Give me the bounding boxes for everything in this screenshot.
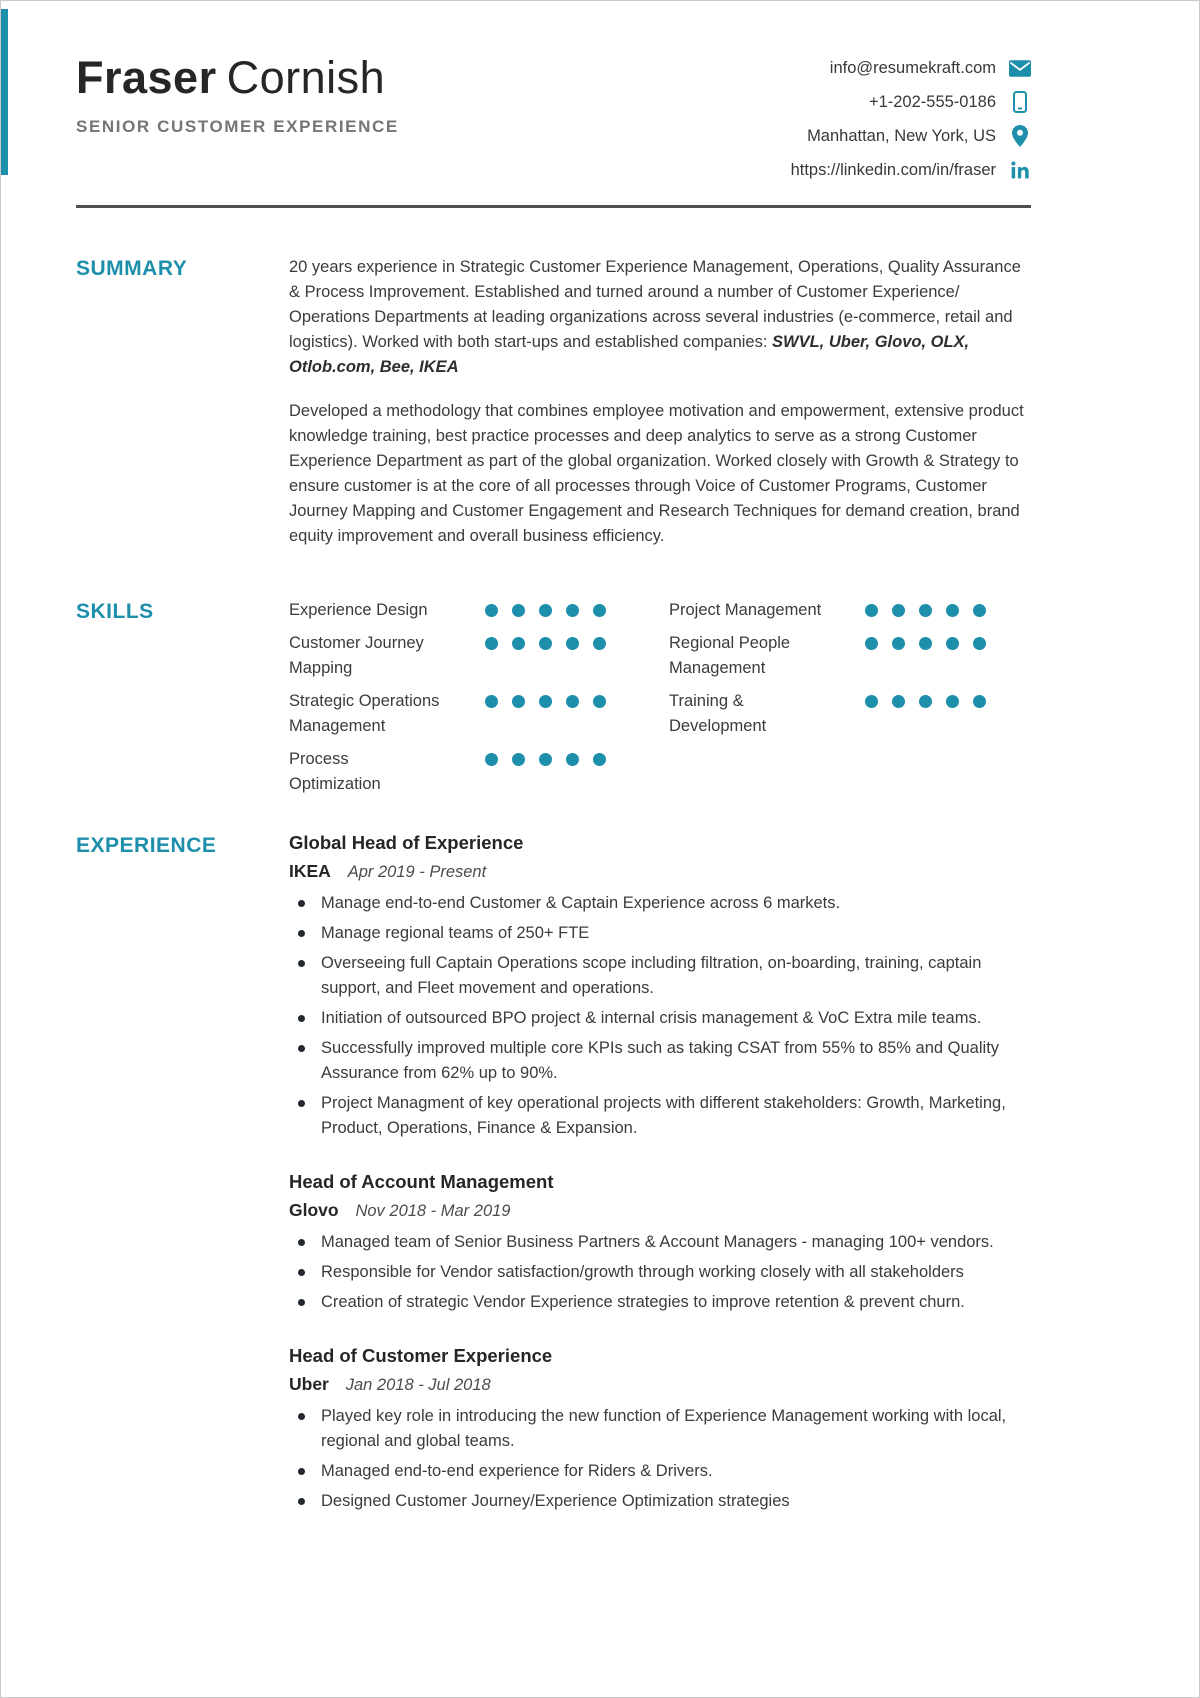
skill-dot [593, 695, 606, 708]
skills-left-column [289, 598, 669, 805]
job-bullets [289, 1404, 1031, 1514]
company-name: IKEA [289, 861, 331, 881]
skill-dot [485, 753, 498, 766]
skill-dot [892, 695, 905, 708]
last-name: Cornish [226, 52, 386, 103]
skill-rating [485, 689, 606, 739]
skill-dot [566, 637, 579, 650]
job-dates: Jan 2018 - Jul 2018 [345, 1376, 491, 1394]
skill-dot [946, 695, 959, 708]
job-title: Head of Customer Experience [289, 1345, 553, 1366]
summary-heading: SUMMARY [76, 257, 188, 280]
contact-phone [869, 91, 1031, 113]
skill-dot [593, 637, 606, 650]
job-bullet: Initiation of outsourced BPO project & internal crisis management & VoC Extra mile teams. [289, 1006, 1031, 1031]
skill-rating [865, 631, 986, 681]
experience-heading: EXPERIENCE [76, 834, 217, 857]
skills-right-column [669, 598, 1031, 747]
skill-name: Process Optimization [289, 750, 381, 793]
skill-name: Regional People Management [669, 634, 791, 677]
skill-name: Customer Journey Mapping [289, 634, 424, 677]
skill-dot [566, 604, 579, 617]
skill-dot [973, 604, 986, 617]
skill-rating [865, 598, 986, 623]
skill-item [289, 689, 669, 739]
job-bullet: Manage end-to-end Customer & Captain Experience across 6 markets. [289, 891, 1031, 916]
phone-icon [1009, 91, 1031, 113]
skills-section [1, 598, 1199, 805]
skill-dot [512, 753, 525, 766]
skill-rating [485, 631, 606, 681]
first-name: Fraser [76, 52, 217, 103]
job-entry [289, 832, 1031, 1141]
skill-dot [512, 695, 525, 708]
job-bullets [289, 1230, 1031, 1315]
skill-dot [539, 753, 552, 766]
experience-body [289, 832, 1031, 1544]
skill-dot [919, 604, 932, 617]
skill-dot [485, 604, 498, 617]
job-title: Head of Account Management [289, 1171, 554, 1192]
skill-dot [512, 604, 525, 617]
job-bullet: Managed end-to-end experience for Riders & Drivers. [289, 1459, 1031, 1484]
skill-dot [512, 637, 525, 650]
summary-companies: SWVL, Uber, Glovo, OLX, Otlob.com, Bee, IKEA [289, 333, 970, 376]
summary-body [289, 255, 1031, 568]
skill-item [289, 598, 669, 623]
job-bullet: Successfully improved multiple core KPIs such as taking CSAT from 55% to 85% and Quality Assurance from 62% up to 90%. [289, 1036, 1031, 1086]
job-bullet: Manage regional teams of 250+ FTE [289, 921, 1031, 946]
skill-dot [865, 637, 878, 650]
skill-item [669, 598, 1031, 623]
contact-list [791, 53, 1031, 181]
skill-dot [566, 695, 579, 708]
summary-p1-lead: 20 years experience in Strategic Customer Experience Management, Operations, Quality Assurance & Process Improvement. Established and turned around a number of Customer Experience/ Operations Departments at leading organizations across several industries (e-commerce, retail and logistics). Worked with both start-ups and established companies: [289, 258, 1021, 351]
job-bullet: Overseeing full Captain Operations scope including filtration, on-boarding, training, captain support, and Fleet movement and operations. [289, 951, 1031, 1001]
job-bullet: Managed team of Senior Business Partners & Account Managers - managing 100+ vendors. [289, 1230, 1031, 1255]
skill-rating [865, 689, 986, 739]
skill-dot [919, 695, 932, 708]
linkedin-icon [1009, 159, 1031, 181]
skill-name: Training & Development [669, 692, 767, 735]
company-name: Glovo [289, 1200, 339, 1220]
job-dates: Apr 2019 - Present [347, 863, 487, 881]
contact-email-text: info@resumekraft.com [829, 58, 996, 77]
contact-email [830, 57, 1031, 79]
job-bullets [289, 891, 1031, 1141]
envelope-icon [1009, 57, 1031, 79]
skill-dot [865, 695, 878, 708]
skill-dot [593, 604, 606, 617]
skills-grid [289, 598, 1031, 805]
accent-bar [1, 9, 8, 175]
summary-paragraph-1 [289, 255, 1031, 380]
person-name [76, 53, 399, 103]
job-bullet: Designed Customer Journey/Experience Optimization strategies [289, 1489, 1031, 1514]
location-icon [1009, 125, 1031, 147]
skill-dot [919, 637, 932, 650]
skill-name: Strategic Operations Management [289, 692, 440, 735]
skill-dot [593, 753, 606, 766]
header-divider [76, 205, 1031, 208]
skill-name: Project Management [669, 601, 822, 619]
skill-dot [485, 695, 498, 708]
skill-dot [539, 604, 552, 617]
header [1, 1, 1199, 181]
contact-location [807, 125, 1031, 147]
experience-section [1, 832, 1199, 1544]
skill-dot [865, 604, 878, 617]
skill-rating [485, 747, 606, 797]
contact-linkedin [791, 159, 1031, 181]
skill-dot [485, 637, 498, 650]
skill-dot [539, 637, 552, 650]
job-title: Global Head of Experience [289, 832, 524, 853]
job-entry [289, 1345, 1031, 1514]
skill-item [289, 631, 669, 681]
skill-dot [946, 637, 959, 650]
skill-dot [892, 604, 905, 617]
job-bullet: Responsible for Vendor satisfaction/growth through working closely with all stakeholders [289, 1260, 1031, 1285]
skill-dot [946, 604, 959, 617]
skill-name: Experience Design [289, 601, 428, 619]
skill-rating [485, 598, 606, 623]
skills-heading: SKILLS [76, 600, 154, 623]
job-meta [289, 1200, 1031, 1221]
skill-item [669, 689, 1031, 739]
job-dates: Nov 2018 - Mar 2019 [355, 1202, 511, 1220]
skill-dot [566, 753, 579, 766]
skill-item [669, 631, 1031, 681]
summary-section [1, 255, 1199, 568]
skill-dot [973, 695, 986, 708]
job-entry [289, 1171, 1031, 1315]
job-headline: SENIOR CUSTOMER EXPERIENCE [76, 116, 399, 136]
job-bullet: Creation of strategic Vendor Experience strategies to improve retention & prevent churn. [289, 1290, 1031, 1315]
contact-phone-text: +1-202-555-0186 [868, 92, 996, 111]
skill-dot [892, 637, 905, 650]
identity-block [76, 53, 399, 181]
summary-paragraph-2: Developed a methodology that combines employee motivation and empowerment, extensive product knowledge training, best practice processes and deep analytics to serve as a strong Customer Experience Department as part of the global organization. Worked closely with Growth & Strategy to ensure customer is at the core of all processes through Voice of Customer Programs, Customer Journey Mapping and Customer Engagement and Research Techniques for demand creation, brand equity improvement and overall business efficiency. [289, 402, 1024, 545]
job-meta [289, 1374, 1031, 1395]
skill-item [289, 747, 669, 797]
skill-dot [973, 637, 986, 650]
company-name: Uber [289, 1374, 329, 1394]
job-bullet: Project Managment of key operational projects with different stakeholders: Growth, Marketing, Product, Operations, Finance & Expansion. [289, 1091, 1031, 1141]
contact-location-text: Manhattan, New York, US [807, 126, 996, 145]
contact-linkedin-text: https://linkedin.com/in/fraser [790, 160, 996, 179]
job-meta [289, 861, 1031, 882]
skill-dot [539, 695, 552, 708]
job-bullet: Played key role in introducing the new function of Experience Management working with local, regional and global teams. [289, 1404, 1031, 1454]
